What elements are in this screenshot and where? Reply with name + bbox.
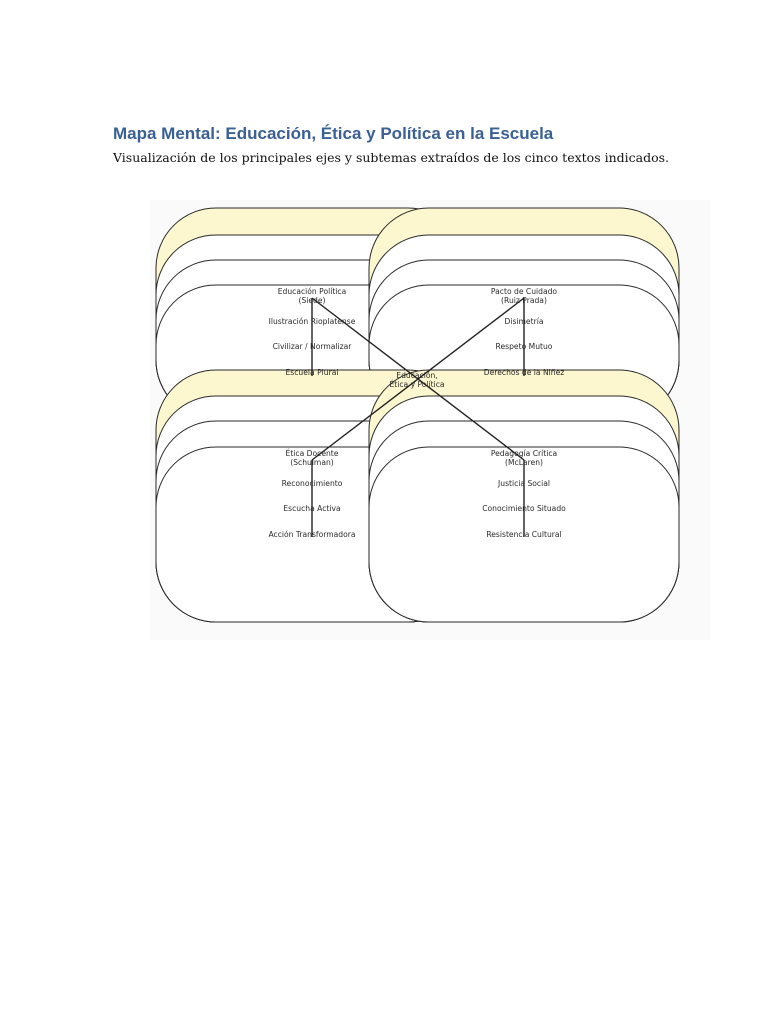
branch-3-item-1: Reconocimiento — [281, 479, 343, 488]
page-title: Mapa Mental: Educación, Ética y Política en la Escuela — [113, 124, 554, 143]
branch-4-item-1: Justicia Social — [498, 479, 550, 488]
branch-2-item-3: Derechos de la Niñez — [483, 368, 565, 377]
branch-3-author: (Schulman) — [290, 458, 334, 467]
branch-1-author: (Siede) — [298, 296, 326, 305]
branch-1-item-2: Civilizar / Normalizar — [272, 342, 352, 351]
branch-4-item-2: Conocimiento Situado — [482, 504, 566, 513]
branch-cards — [156, 208, 679, 622]
branch-1-title: Educación Política — [277, 287, 347, 296]
branch-3-item-2: Escucha Activa — [283, 504, 341, 513]
branch-2-author: (Ruiz Prada) — [501, 296, 547, 305]
page-subtitle: Visualización de los principales ejes y subtemas extraídos de los cinco textos indicados. — [113, 150, 669, 165]
branch-3-item-3: Acción Transformadora — [268, 530, 356, 539]
branch-4-item-3: Resistencia Cultural — [486, 530, 562, 539]
branch-1-item-1: Ilustración Rioplatense — [268, 317, 356, 326]
center-label-line-2: Ética y Política — [389, 380, 445, 389]
branch-3-title: Ética Docente — [285, 449, 339, 458]
branch-1-item-3: Escuela Plural — [285, 368, 339, 377]
branch-2-item-1: Disimetría — [504, 317, 544, 326]
center-label-line-1: Educación, — [396, 371, 438, 380]
mind-map — [150, 200, 710, 640]
branch-2-item-2: Respeto Mutuo — [495, 342, 553, 351]
branch-4-author: (McLaren) — [505, 458, 543, 467]
branch-2-title: Pacto de Cuidado — [490, 287, 558, 296]
branch-4-title: Pedagogía Crítica — [490, 449, 558, 458]
